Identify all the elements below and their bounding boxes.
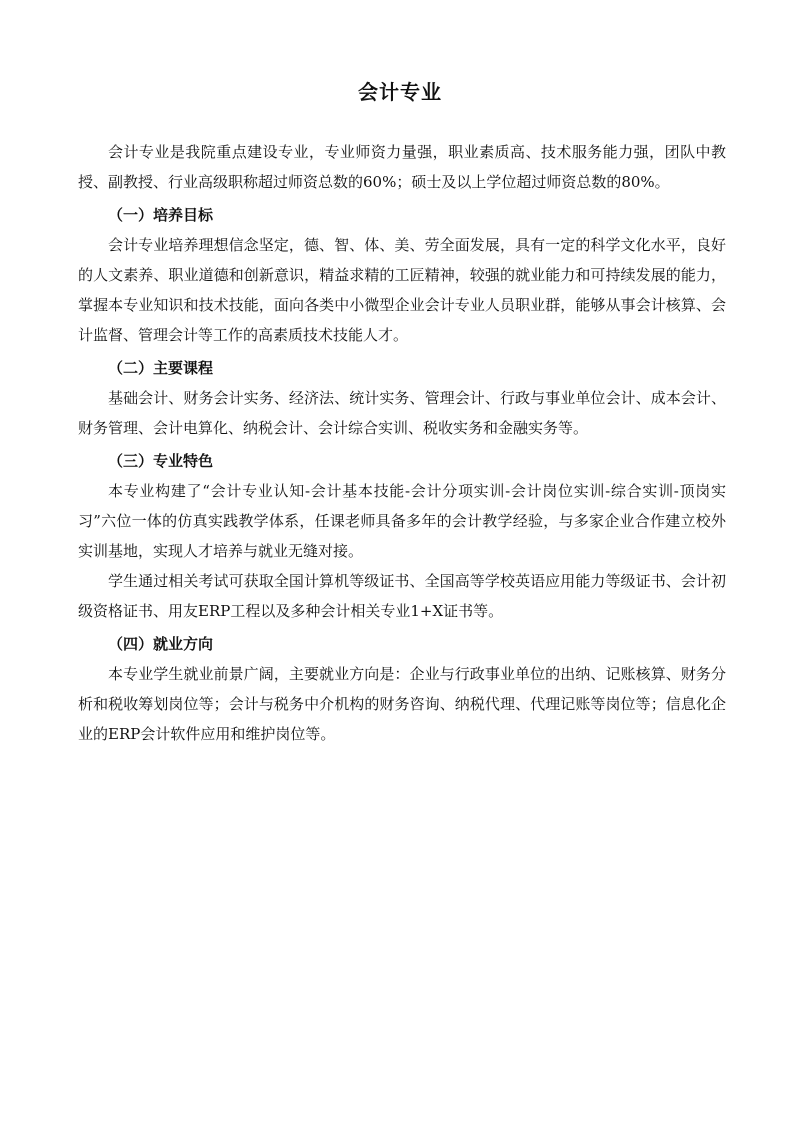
section-heading: （三）专业特色 [108,452,214,470]
section-training-goals [78,200,726,350]
section-features [78,446,726,626]
section-paragraph: 基础会计、财务会计实务、经济法、统计实务、管理会计、行政与事业单位会计、成本会计、财务管理、会计电算化、纳税会计、会计综合实训、税收实务和金融实务等。 [78,389,726,437]
document-body [78,137,726,749]
section-employment [78,629,726,749]
section-heading: （四）就业方向 [108,635,214,653]
section-paragraph: 本专业构建了“会计专业认知-会计基本技能-会计分项实训-会计岗位实训-综合实训-顶岗实习”六位一体的仿真实践教学体系，任课老师具备多年的会计教学经验，与多家企业合作建立校外实训基地，实现人才培养与就业无缝对接。 [78,482,726,560]
intro-paragraph: 会计专业是我院重点建设专业，专业师资力量强，职业素质高、技术服务能力强，团队中教授、副教授、行业高级职称超过师资总数的60%；硕士及以上学位超过师资总数的80%。 [78,143,726,191]
section-main-courses [78,353,726,443]
document-title: 会计专业 [358,80,442,104]
section-heading: （一）培养目标 [108,206,214,224]
section-paragraph: 学生通过相关考试可获取全国计算机等级证书、全国高等学校英语应用能力等级证书、会计初级资格证书、用友ERP工程以及多种会计相关专业1+X证书等。 [78,572,726,620]
section-paragraph: 本专业学生就业前景广阔，主要就业方向是：企业与行政事业单位的出纳、记账核算、财务分析和税收筹划岗位等；会计与税务中介机构的财务咨询、纳税代理、代理记账等岗位等；信息化企业的ERP会计软件应用和维护岗位等。 [78,665,726,743]
section-paragraph: 会计专业培养理想信念坚定，德、智、体、美、劳全面发展，具有一定的科学文化水平，良好的人文素养、职业道德和创新意识，精益求精的工匠精神，较强的就业能力和可持续发展的能力，掌握本专业知识和技术技能，面向各类中小微型企业会计专业人员职业群，能够从事会计核算、会计监督、管理会计等工作的高素质技术技能人才。 [78,236,726,344]
section-heading: （二）主要课程 [108,359,214,377]
